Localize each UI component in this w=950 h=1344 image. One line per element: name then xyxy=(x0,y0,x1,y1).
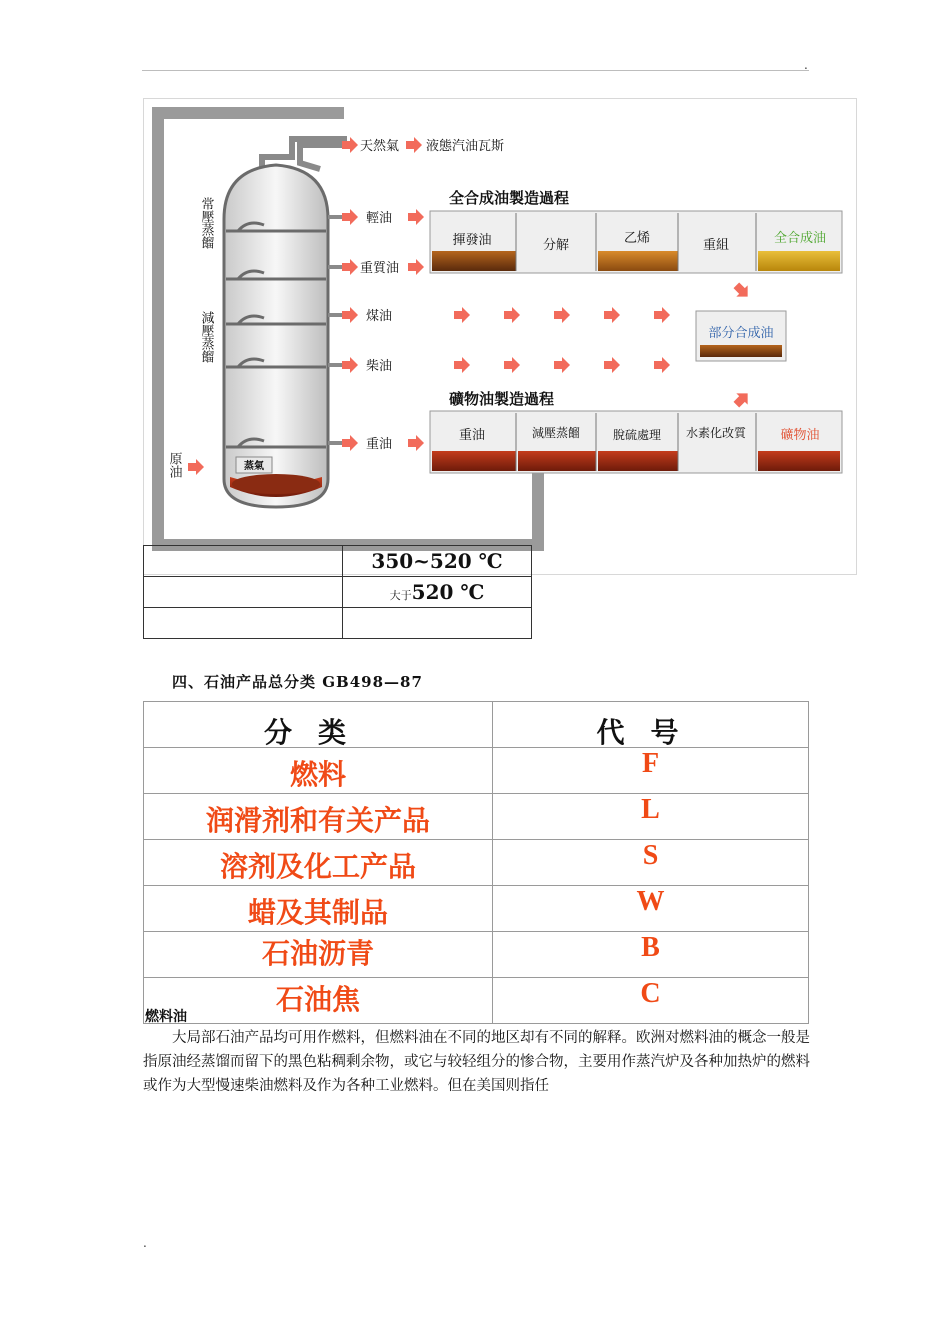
section-title: 四、石油产品总分类 GB498—87 xyxy=(172,673,423,691)
process-arrow-icon xyxy=(408,259,424,275)
process-arrow-icon xyxy=(408,435,424,451)
temperature-table xyxy=(143,545,532,639)
fuel-oil-heading: 燃料油 xyxy=(145,1009,187,1025)
top-product-gas: 天然氣 xyxy=(360,139,400,154)
mineral-step-4: 水素化改質 xyxy=(685,426,747,440)
flow-arrow-icon xyxy=(654,357,670,373)
steam-label: 蒸氣 xyxy=(244,461,264,472)
flow-arrow-icon xyxy=(554,307,570,323)
crude-feed-label: 原油 xyxy=(166,452,182,478)
temp-value: 520 ℃ xyxy=(411,580,485,604)
flow-arrow-icon xyxy=(654,307,670,323)
category-lubricants: 润滑剂和有关产品 xyxy=(205,804,430,837)
output-heavy-oil: 重質油 xyxy=(360,261,400,276)
category-asphalt: 石油沥青 xyxy=(261,937,374,970)
code-wax: W xyxy=(636,886,665,917)
flow-arrow-icon xyxy=(604,307,620,323)
mineral-step-1: 重油 xyxy=(458,428,486,443)
table-row xyxy=(144,608,532,639)
table-row xyxy=(144,794,809,840)
output-arrow-icon xyxy=(342,259,358,275)
table-row xyxy=(144,748,809,794)
header-category: 分类 xyxy=(263,716,372,749)
table-row xyxy=(144,978,809,1024)
header-rule xyxy=(142,70,809,71)
table-row xyxy=(144,886,809,932)
diag-arrow-icon xyxy=(731,388,754,411)
synth-step-4: 重組 xyxy=(702,238,730,253)
table-row xyxy=(144,932,809,978)
header-mark: . xyxy=(804,58,808,72)
output-fuel-oil: 重油 xyxy=(366,437,393,452)
synth-step-1: 揮發油 xyxy=(452,233,492,248)
mineral-step-5: 礦物油 xyxy=(780,428,820,443)
header-code: 代号 xyxy=(596,716,705,749)
category-fuel: 燃料 xyxy=(289,758,346,791)
mineral-process-title: 礦物油製造過程 xyxy=(449,390,555,408)
output-arrow-icon xyxy=(342,435,358,451)
feed-arrow-icon xyxy=(188,459,204,475)
output-diesel: 柴油 xyxy=(366,359,393,374)
distillation-diagram xyxy=(144,99,856,574)
classification-table xyxy=(143,701,809,1024)
fuel-oil-paragraph: 大局部石油产品均可用作燃料，但燃料油在不同的地区却有不同的解释。欧洲对燃料油的概念一般是指原油经蒸馏而留下的黑色粘稠剩余物，或它与较轻组分的惨合物，主要用作蒸汽炉及各种加热炉的燃料或作为大型慢速柴油燃料及作为各种工业燃料。但在美国则指任 xyxy=(143,1030,810,1094)
output-arrow-icon xyxy=(342,209,358,225)
category-wax: 蜡及其制品 xyxy=(247,896,388,929)
temp-range-cell: 350~520 ℃ xyxy=(343,546,532,577)
code-fuel: F xyxy=(641,748,660,779)
synth-step-3: 乙烯 xyxy=(623,231,651,246)
table-row xyxy=(144,577,532,608)
footer-mark: . xyxy=(143,1236,147,1250)
synth-step-5: 全合成油 xyxy=(773,231,827,246)
atm-distillation-label: 常壓蒸餾 xyxy=(198,197,214,249)
code-asphalt: B xyxy=(641,932,660,963)
category-solvents: 溶剂及化工产品 xyxy=(219,850,416,883)
diag-arrow-icon xyxy=(731,280,754,303)
top-arrow-2-icon xyxy=(406,137,422,153)
temp-above-cell xyxy=(343,577,532,608)
output-arrow-icon xyxy=(342,307,358,323)
category-coke: 石油焦 xyxy=(275,983,360,1016)
flow-arrow-icon xyxy=(504,307,520,323)
partial-synth-label: 部分合成油 xyxy=(708,326,774,341)
flow-arrow-icon xyxy=(604,357,620,373)
table-row xyxy=(144,840,809,886)
output-light-oil: 輕油 xyxy=(366,211,393,226)
flow-arrow-icon xyxy=(504,357,520,373)
flow-arrow-icon xyxy=(454,357,470,373)
mineral-step-3: 脫硫處理 xyxy=(612,428,662,442)
flow-arrow-icon xyxy=(454,307,470,323)
flow-arrow-icon xyxy=(554,357,570,373)
distillation-figure xyxy=(143,98,857,575)
synth-process-title: 全合成油製造過程 xyxy=(449,189,570,207)
top-product-lpg: 液態汽油瓦斯 xyxy=(426,139,505,154)
table-header-row xyxy=(144,702,809,748)
mineral-step-2: 減壓蒸餾 xyxy=(531,426,581,440)
output-arrow-icon xyxy=(342,357,358,373)
temp-prefix: 大于 xyxy=(389,589,412,602)
synth-step-2: 分解 xyxy=(542,238,570,253)
output-kerosene: 煤油 xyxy=(366,309,393,324)
code-coke: C xyxy=(640,978,661,1009)
process-arrow-icon xyxy=(408,209,424,225)
code-solvents: S xyxy=(642,840,659,871)
code-lubricants: L xyxy=(641,794,660,825)
table-row xyxy=(144,546,532,577)
vac-distillation-label: 減壓蒸餾 xyxy=(198,311,214,363)
